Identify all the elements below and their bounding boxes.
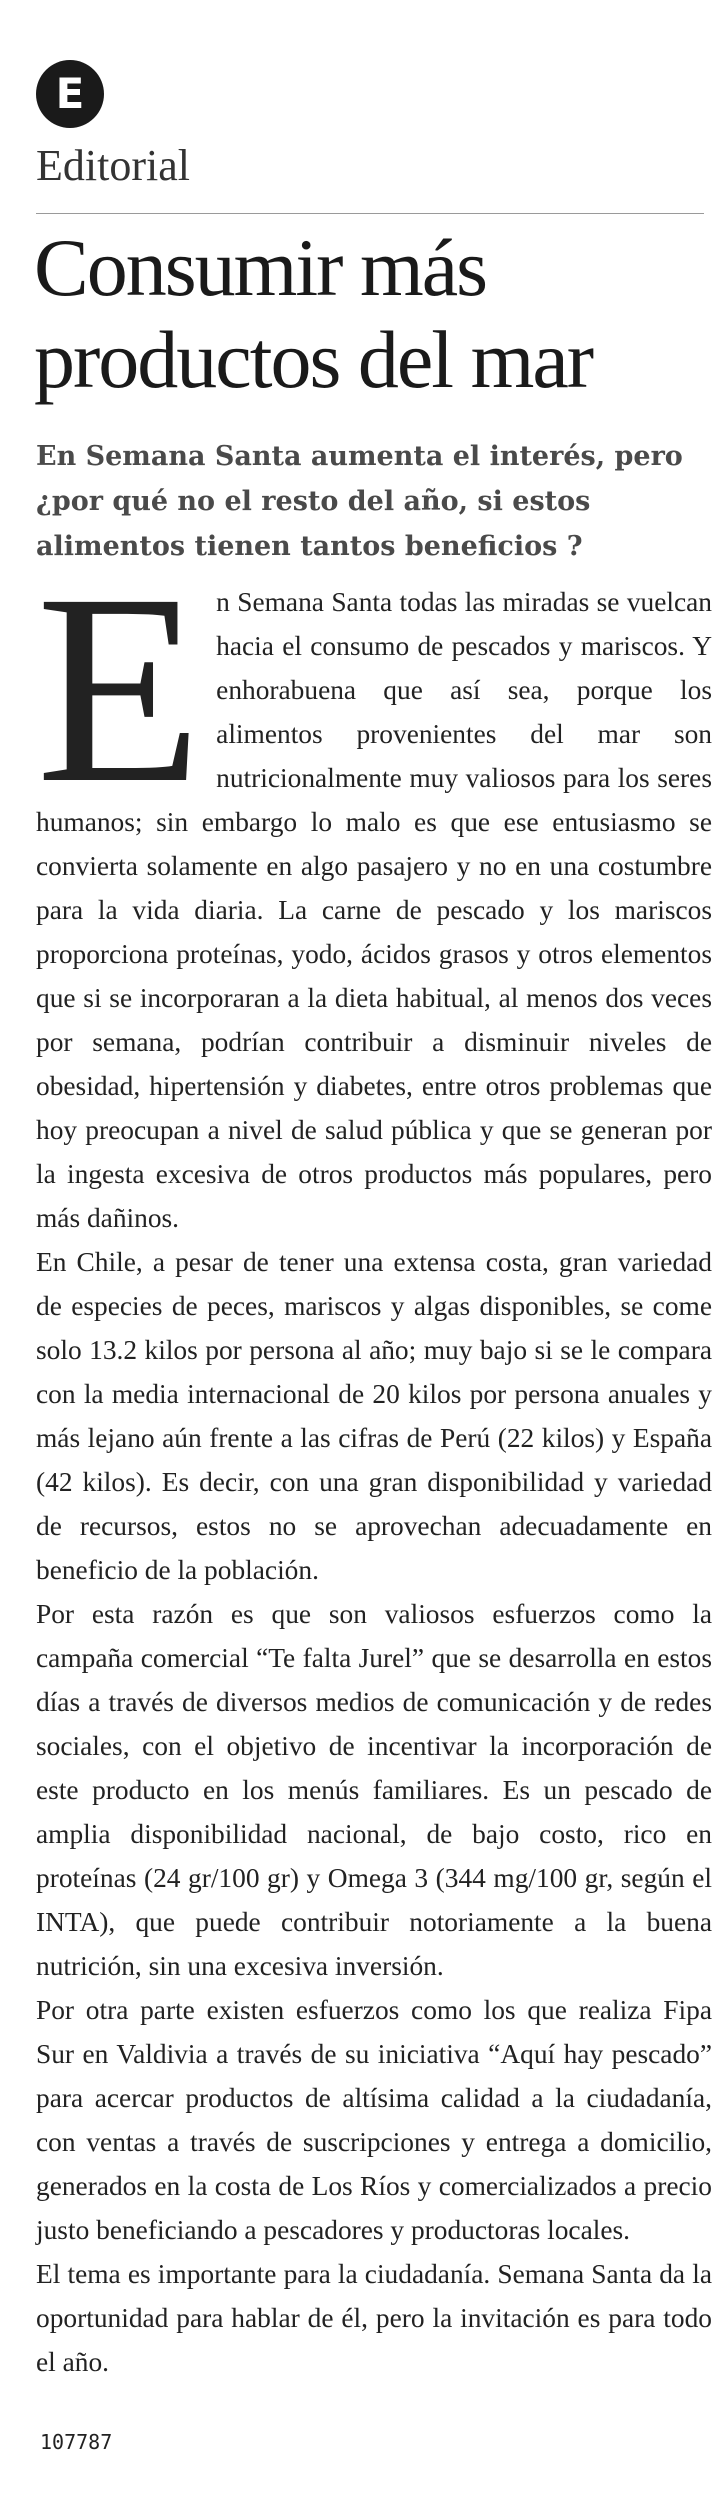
section-divider (36, 213, 704, 214)
drop-cap: E (36, 538, 203, 839)
section-label: Editorial (36, 141, 190, 190)
article-title: Consumir más productos del mar (34, 222, 593, 405)
paragraph-5: El tema es importante para la ciudadanía. Semana Santa da la oportunidad para hablar de él, pero la invitación es para todo el año. (36, 2259, 712, 2377)
article-body (36, 538, 712, 2384)
section-badge: E (36, 60, 104, 128)
paragraph-2: En Chile, a pesar de tener una extensa costa, gran variedad de especies de peces, mariscos y algas disponibles, se come solo 13.2 kilos por persona al año; muy bajo si se le compara con la media internacional de 20 kilos por persona anuales y más lejano aún frente a las cifras de Perú (22 kilos) y España (42 kilos). Es decir, con una gran disponibilidad y variedad de recursos, estos no se aprovechan adecuadamente en beneficio de la población. (36, 1247, 712, 1585)
footer-code: 107787 (40, 2430, 113, 2454)
paragraph-3: Por esta razón es que son valiosos esfuerzos como la campaña comercial “Te falta Jurel” que se desarrolla en estos días a través de diversos medios de comunicación y de redes sociales, con el objetivo de incentivar la incorporación de este producto en los menús familiares. Es un pescado de amplia disponibilidad nacional, de bajo costo, rico en proteínas (24 gr/100 gr) y Omega 3 (344 mg/100 gr, según el INTA), que puede contribuir notoriamente a la buena nutrición, sin una excesiva inversión. (36, 1599, 712, 1981)
paragraph-1 (36, 538, 712, 1240)
paragraph-4: Por otra parte existen esfuerzos como los que realiza Fipa Sur en Valdivia a través de su iniciativa “Aquí hay pescado” para acercar productos de altísima calidad a la ciudadanía, con ventas a través de suscripciones y entrega a domicilio, generados en la costa de Los Ríos y comercializados a precio justo beneficiando a pescadores y productoras locales. (36, 1995, 712, 2245)
article-subtitle: En Semana Santa aumenta el interés, pero ¿por qué no el resto del año, si estos alimentos tienen tantos beneficios ? (36, 441, 683, 562)
paragraph-1-text: n Semana Santa todas las miradas se vuelcan hacia el consumo de pescados y mariscos. Y enhorabuena que así sea, porque los alimentos provenientes del mar son nutricionalmente muy valiosos para los seres humanos; sin embargo lo malo es que ese entusiasmo se convierta solamente en algo pasajero y no en una costumbre para la vida diaria. La carne de pescado y los mariscos proporciona proteínas, yodo, ácidos grasos y otros elementos que si se incorporaran a la dieta habitual, al menos dos veces por semana, podrían contribuir a disminuir niveles de obesidad, hipertensión y diabetes, entre otros problemas que hoy preocupan a nivel de salud pública y que se generan por la ingesta excesiva de otros productos más populares, pero más dañinos. (36, 587, 712, 1233)
